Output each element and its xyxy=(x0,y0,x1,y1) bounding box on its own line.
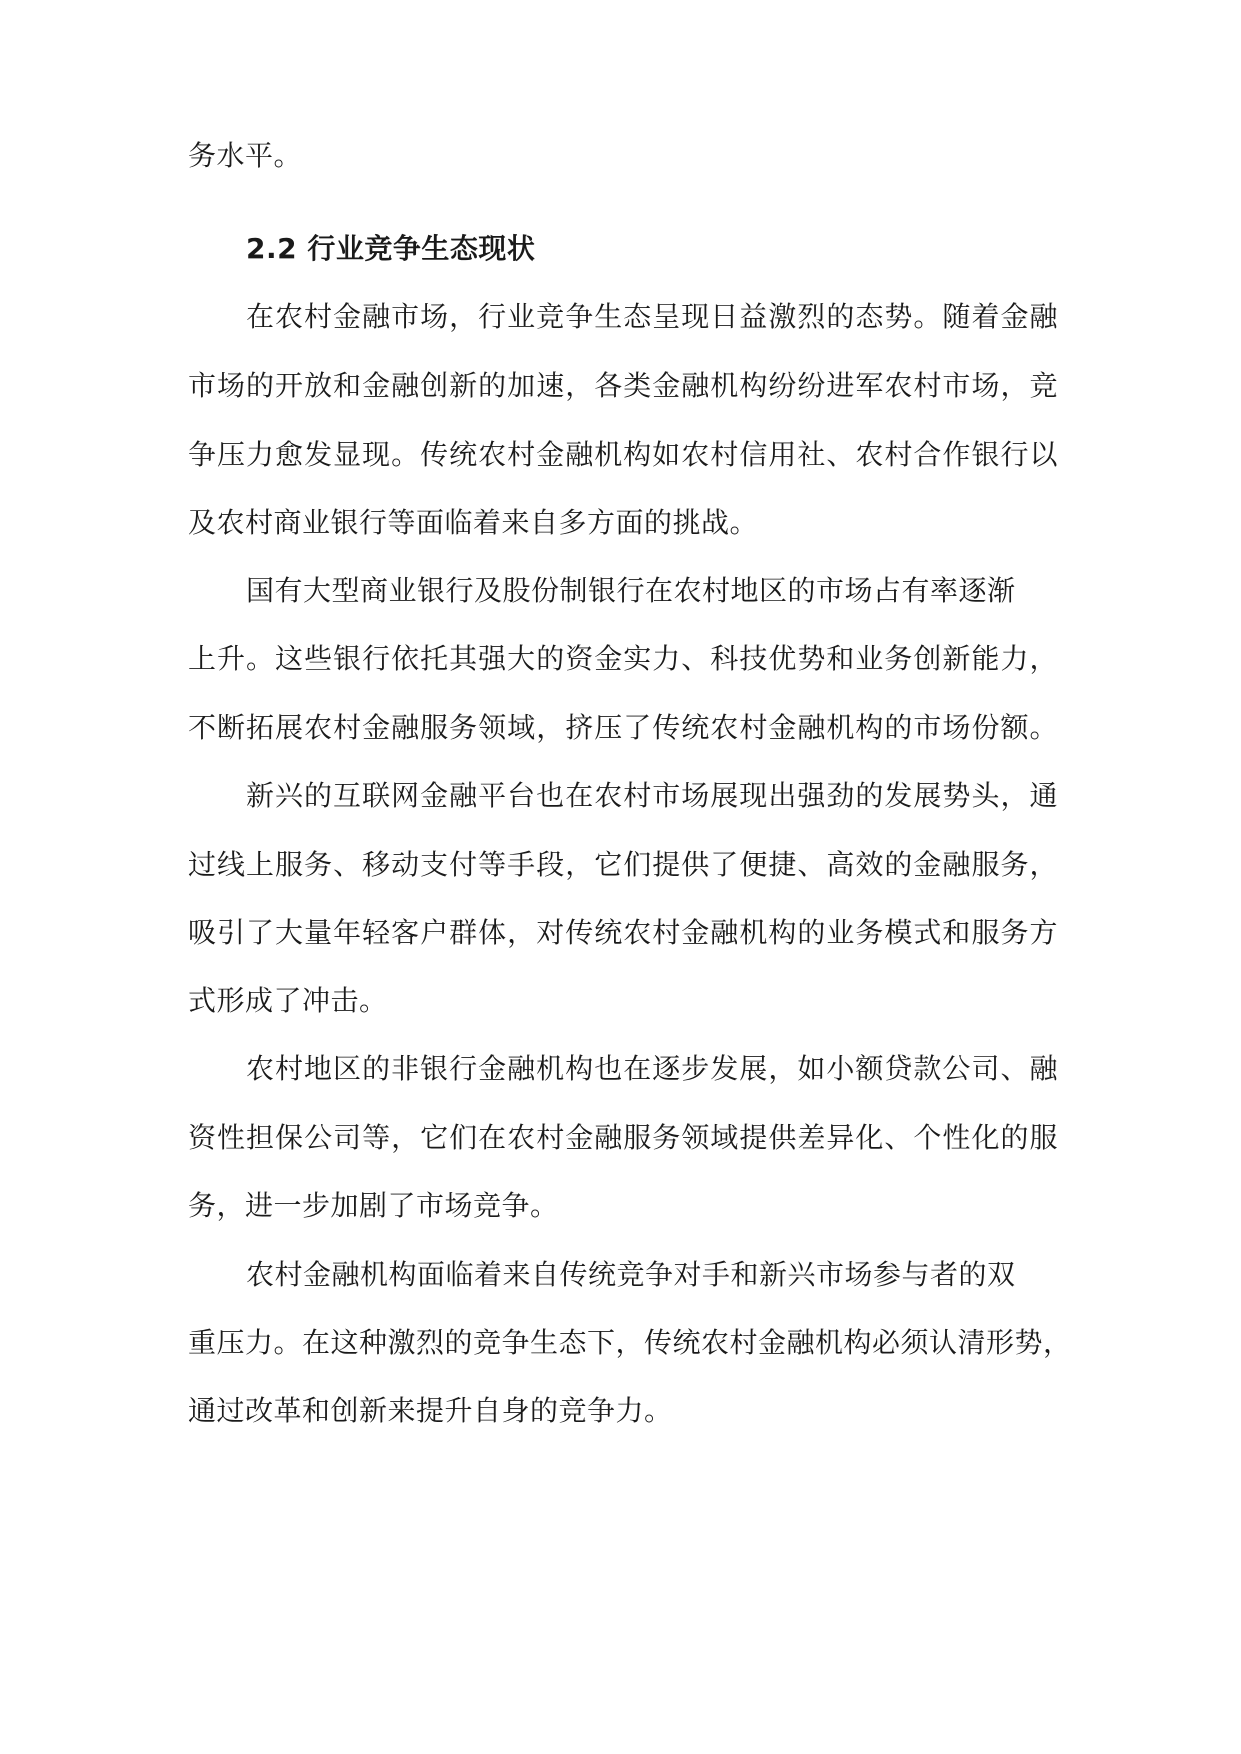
paragraph-3-line-1: 新兴的互联网金融平台也在农村市场展现出强劲的发展势头，通 xyxy=(246,779,1058,812)
paragraph-1-line-4: 及农村商业银行等面临着来自多方面的挑战。 xyxy=(188,506,759,539)
paragraph-1-line-1: 在农村金融市场，行业竞争生态呈现日益激烈的态势。随着金融 xyxy=(246,300,1058,333)
paragraph-3-line-3: 吸引了大量年轻客户群体，对传统农村金融机构的业务模式和服务方 xyxy=(188,916,1058,949)
paragraph-2-line-2: 上升。这些银行依托其强大的资金实力、科技优势和业务创新能力， xyxy=(188,642,1058,675)
paragraph-3-line-2: 过线上服务、移动支付等手段，它们提供了便捷、高效的金融服务， xyxy=(188,848,1058,881)
section-heading: 2.2 行业竞争生态现状 xyxy=(246,232,536,265)
paragraph-1-line-2: 市场的开放和金融创新的加速，各类金融机构纷纷进军农村市场，竞 xyxy=(188,369,1058,402)
paragraph-5-line-3: 通过改革和创新来提升自身的竞争力。 xyxy=(188,1394,673,1427)
paragraph-5-line-1: 农村金融机构面临着来自传统竞争对手和新兴市场参与者的双 xyxy=(246,1258,1016,1291)
paragraph-4-line-2: 资性担保公司等，它们在农村金融服务领域提供差异化、个性化的服 xyxy=(188,1121,1058,1154)
paragraph-1-line-3: 争压力愈发显现。传统农村金融机构如农村信用社、农村合作银行以 xyxy=(188,438,1058,471)
paragraph-4-line-1: 农村地区的非银行金融机构也在逐步发展，如小额贷款公司、融 xyxy=(246,1052,1058,1085)
paragraph-4-line-3: 务，进一步加剧了市场竞争。 xyxy=(188,1189,559,1222)
carryover-line: 务水平。 xyxy=(188,139,303,172)
paragraph-5-line-2: 重压力。在这种激烈的竞争生态下，传统农村金融机构必须认清形势， xyxy=(188,1326,1072,1359)
paragraph-3-line-4: 式形成了冲击。 xyxy=(188,984,388,1017)
paragraph-2-line-1: 国有大型商业银行及股份制银行在农村地区的市场占有率逐渐 xyxy=(246,574,1016,607)
paragraph-2-line-3: 不断拓展农村金融服务领域，挤压了传统农村金融机构的市场份额。 xyxy=(188,711,1058,744)
